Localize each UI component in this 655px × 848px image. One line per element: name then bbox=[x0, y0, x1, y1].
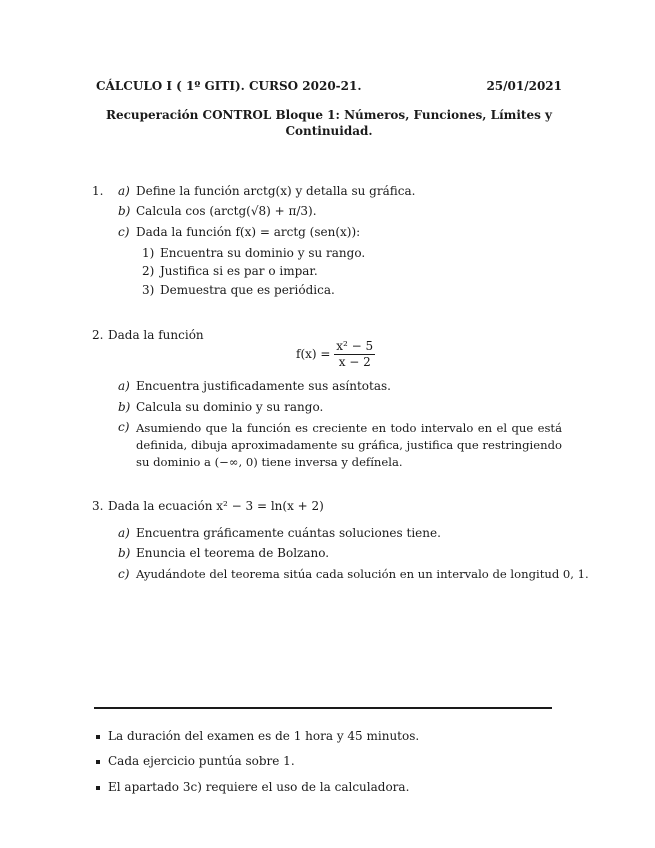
note-item: Cada ejercicio puntúa sobre 1. bbox=[108, 754, 295, 768]
q1-b-label: b) bbox=[118, 204, 131, 218]
q1-c-label: c) bbox=[118, 225, 130, 239]
q2-intro: Dada la función bbox=[108, 328, 204, 342]
q1-a-label: a) bbox=[118, 184, 130, 198]
q2-formula-fraction bbox=[334, 339, 375, 370]
q2-c-label: c) bbox=[118, 420, 130, 434]
note-bullet bbox=[96, 760, 100, 764]
note-item: El apartado 3c) requiere el uso de la calculadora. bbox=[108, 780, 410, 794]
q2-b-label: b) bbox=[118, 400, 131, 414]
q1-c2-text: Justifica si es par o impar. bbox=[160, 264, 318, 278]
q2-formula bbox=[296, 339, 375, 370]
q2-a-text: Encuentra justificadamente sus asíntotas. bbox=[136, 379, 391, 393]
q1-c1-text: Encuentra su dominio y su rango. bbox=[160, 246, 366, 260]
q1-c-text: Dada la función f(x) = arctg (sen(x)): bbox=[136, 225, 361, 239]
q2-formula-denominator: x − 2 bbox=[338, 355, 371, 369]
q2-c-text: Asumiendo que la función es creciente en todo intervalo en el que está definida, dibuja aproximadamente su gráfica, justifica que restringiendo su dominio a (−∞, 0) tiene inversa y defínela. bbox=[136, 421, 562, 469]
q1-c2-label: 2) bbox=[142, 264, 155, 278]
q3-intro: Dada la ecuación x² − 3 = ln(x + 2) bbox=[108, 499, 324, 513]
exam-subtitle-line2: Continuidad. bbox=[285, 124, 373, 138]
q1-c3-label: 3) bbox=[142, 283, 155, 297]
exam-subtitle-line1: Recuperación CONTROL Bloque 1: Números, Funciones, Límites y bbox=[106, 108, 552, 122]
q3-number: 3. bbox=[92, 499, 104, 513]
q3-b-text: Enuncia el teorema de Bolzano. bbox=[136, 546, 330, 560]
q1-number: 1. bbox=[92, 184, 104, 198]
q1-c1-label: 1) bbox=[142, 246, 155, 260]
note-item: La duración del examen es de 1 hora y 45 minutos. bbox=[108, 729, 420, 743]
q2-a-label: a) bbox=[118, 379, 130, 393]
note-bullet bbox=[96, 735, 100, 739]
q3-a-text: Encuentra gráficamente cuántas soluciones tiene. bbox=[136, 526, 441, 540]
q3-c-label: c) bbox=[118, 567, 130, 581]
q2-formula-numerator: x² − 5 bbox=[336, 339, 374, 353]
q1-b-text: Calcula cos (arctg(√8) + π/3). bbox=[136, 204, 317, 218]
exam-title: CÁLCULO I ( 1º GITI). CURSO 2020-21. bbox=[96, 79, 362, 93]
q1-c3-text: Demuestra que es periódica. bbox=[160, 283, 335, 297]
q3-b-label: b) bbox=[118, 546, 131, 560]
footer-separator bbox=[94, 707, 552, 709]
note-bullet bbox=[96, 786, 100, 790]
q3-a-label: a) bbox=[118, 526, 130, 540]
q2-b-text: Calcula su dominio y su rango. bbox=[136, 400, 324, 414]
q2-number: 2. bbox=[92, 328, 104, 342]
q3-c-text: Ayudándote del teorema sitúa cada solución en un intervalo de longitud 0, 1. bbox=[136, 567, 589, 581]
q2-formula-lhs: f(x) = bbox=[296, 347, 331, 361]
exam-date: 25/01/2021 bbox=[486, 79, 562, 93]
q1-a-text: Define la función arctg(x) y detalla su gráfica. bbox=[136, 184, 416, 198]
